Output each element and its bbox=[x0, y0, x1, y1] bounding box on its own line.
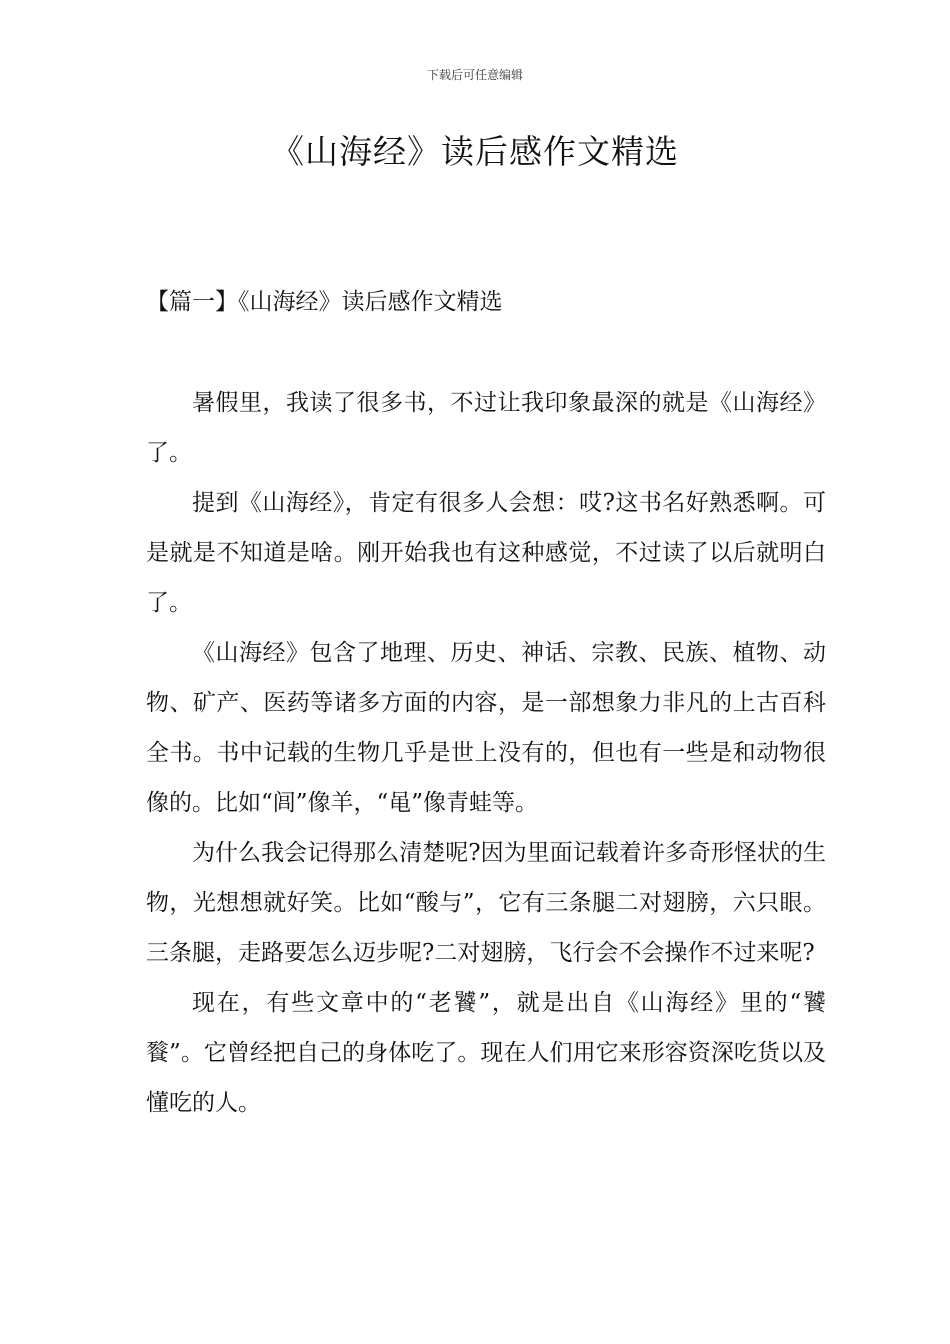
paragraph: 为什么我会记得那么清楚呢?因为里面记载着许多奇形怪状的生物，光想想就好笑。比如“酸与”，它有三条腿二对翅膀，六只眼。三条腿，走路要怎么迈步呢?二对翅膀，飞行会不会操作不过来呢? bbox=[146, 840, 826, 966]
paragraph: 提到《山海经》，肯定有很多人会想：哎?这书名好熟悉啊。可是就是不知道是啥。刚开始我也有这种感觉，不过读了以后就明白了。 bbox=[146, 490, 826, 616]
document-title: 《山海经》读后感作文精选 bbox=[271, 132, 679, 171]
paragraph: 暑假里，我读了很多书，不过让我印象最深的就是《山海经》了。 bbox=[146, 390, 826, 466]
body-text bbox=[146, 378, 826, 1128]
paragraph: 《山海经》包含了地理、历史、神话、宗教、民族、植物、动物、矿产、医药等诸多方面的内容，是一部想象力非凡的上古百科全书。书中记载的生物几乎是世上没有的，但也有一些是和动物很像的。比如“闾”像羊，“黾”像青蛙等。 bbox=[146, 640, 826, 816]
header-note: 下载后可任意编辑 bbox=[426, 68, 523, 82]
section-heading: 【篇一】《山海经》读后感作文精选 bbox=[146, 289, 503, 315]
paragraph: 现在，有些文章中的“老饕”，就是出自《山海经》里的“饕餮”。它曾经把自己的身体吃了。现在人们用它来形容资深吃货以及懂吃的人。 bbox=[146, 990, 826, 1116]
